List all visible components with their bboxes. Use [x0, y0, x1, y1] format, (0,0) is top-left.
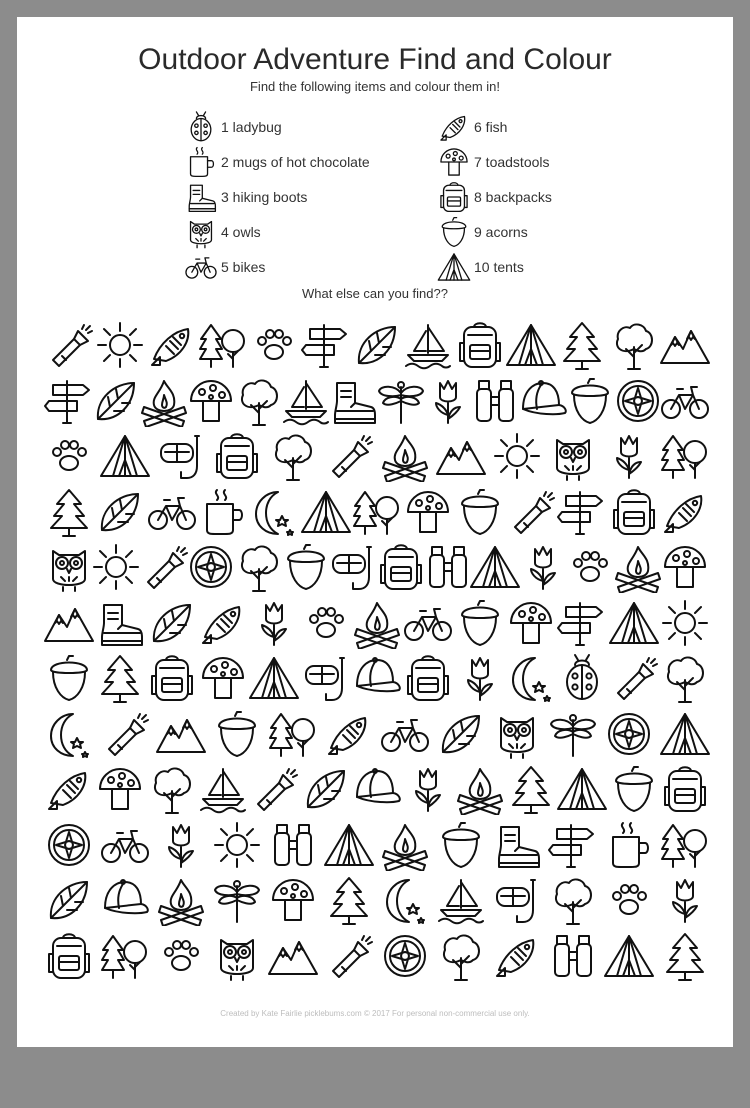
backpack-icon — [454, 319, 506, 371]
pine-icon — [556, 319, 608, 371]
pine-icon — [94, 652, 146, 704]
tent-icon — [323, 819, 375, 871]
tent-icon — [248, 652, 300, 704]
binoculars-icon — [547, 930, 599, 982]
flashlight-icon — [505, 486, 557, 538]
tree-icon — [233, 541, 285, 593]
leaf-icon — [351, 319, 403, 371]
flashlight-icon — [248, 763, 300, 815]
cap-icon — [99, 874, 151, 926]
tent-icon — [505, 319, 557, 371]
pine-icon — [505, 763, 557, 815]
leaf-icon — [300, 763, 352, 815]
tree-icon — [146, 763, 198, 815]
leaf-icon — [435, 708, 487, 760]
trees-icon — [351, 486, 403, 538]
campfire-icon — [612, 541, 664, 593]
find-item-label: 6 fish — [474, 118, 508, 135]
tree-icon — [435, 930, 487, 982]
campfire-icon — [155, 874, 207, 926]
backpack-icon — [146, 652, 198, 704]
find-item-label: 5 bikes — [221, 258, 266, 275]
find-item-label: 8 backpacks — [474, 188, 552, 205]
picture-grid — [17, 17, 733, 1047]
fish-icon — [43, 763, 95, 815]
paw-icon — [564, 541, 616, 593]
bike-icon — [379, 708, 431, 760]
tent-icon — [659, 708, 711, 760]
page-title: Outdoor Adventure Find and Colour — [138, 43, 612, 76]
mushroom-icon — [402, 486, 454, 538]
tree-icon — [547, 874, 599, 926]
mountains-icon — [267, 930, 319, 982]
flashlight-icon — [323, 430, 375, 482]
tulip-icon — [659, 874, 711, 926]
backpack-icon — [375, 541, 427, 593]
mushroom-icon — [659, 541, 711, 593]
backpack-icon — [43, 930, 95, 982]
bike-icon — [146, 486, 198, 538]
mountains-icon — [155, 708, 207, 760]
signpost-icon — [547, 819, 599, 871]
find-item-label: 9 acorns — [474, 223, 528, 240]
compass-icon — [379, 930, 431, 982]
paw-icon — [248, 319, 300, 371]
flashlight-icon — [138, 541, 190, 593]
tulip-icon — [248, 597, 300, 649]
compass-icon — [603, 708, 655, 760]
sun-icon — [659, 597, 711, 649]
boot-icon — [94, 597, 146, 649]
backpack-icon — [402, 652, 454, 704]
campfire-icon — [138, 375, 190, 427]
cap-icon — [351, 763, 403, 815]
find-item-label: 10 tents — [474, 258, 524, 275]
sailboat-icon — [435, 874, 487, 926]
backpack-icon — [211, 430, 263, 482]
acorn-icon — [43, 652, 95, 704]
ladybug-icon — [556, 652, 608, 704]
boot-icon — [491, 819, 543, 871]
moon-icon — [505, 652, 557, 704]
find-item-label: 1 ladybug — [221, 118, 282, 135]
trees-icon — [99, 930, 151, 982]
backpack-icon — [608, 486, 660, 538]
fish-icon — [659, 486, 711, 538]
tulip-icon — [402, 763, 454, 815]
leaf-icon — [94, 486, 146, 538]
owl-icon — [43, 541, 95, 593]
worksheet-page — [17, 17, 733, 1047]
acorn-icon — [454, 597, 506, 649]
bike-icon — [659, 375, 711, 427]
find-item-label: 3 hiking boots — [221, 188, 308, 205]
signpost-icon — [556, 597, 608, 649]
sun-icon — [491, 430, 543, 482]
acorn-icon — [435, 819, 487, 871]
flashlight-icon — [323, 930, 375, 982]
tent-icon — [608, 597, 660, 649]
tree-icon — [608, 319, 660, 371]
acorn-icon — [454, 486, 506, 538]
tent-icon — [99, 430, 151, 482]
signpost-icon — [556, 486, 608, 538]
find-item-label: 7 toadstools — [474, 153, 550, 170]
pine-icon — [43, 486, 95, 538]
trees-icon — [659, 819, 711, 871]
sailboat-icon — [197, 763, 249, 815]
sun-icon — [90, 541, 142, 593]
compass-icon — [612, 375, 664, 427]
snorkel-icon — [327, 541, 379, 593]
fish-icon — [491, 930, 543, 982]
snorkel-icon — [155, 430, 207, 482]
flashlight-icon — [99, 708, 151, 760]
binoculars-icon — [422, 541, 474, 593]
fish-icon — [197, 597, 249, 649]
moon-icon — [248, 486, 300, 538]
tree-icon — [233, 375, 285, 427]
tent-icon — [556, 763, 608, 815]
paw-icon — [603, 874, 655, 926]
paw-icon — [43, 430, 95, 482]
find-more-prompt: What else can you find?? — [302, 286, 448, 301]
tent-icon — [603, 930, 655, 982]
fish-icon — [323, 708, 375, 760]
tulip-icon — [422, 375, 474, 427]
compass-icon — [43, 819, 95, 871]
acorn-icon — [280, 541, 332, 593]
moon-icon — [43, 708, 95, 760]
mushroom-icon — [94, 763, 146, 815]
owl-icon — [547, 430, 599, 482]
acorn-icon — [608, 763, 660, 815]
campfire-icon — [351, 597, 403, 649]
tulip-icon — [517, 541, 569, 593]
binoculars-icon — [267, 819, 319, 871]
campfire-icon — [379, 819, 431, 871]
find-item-label: 4 owls — [221, 223, 261, 240]
acorn-icon — [564, 375, 616, 427]
mountains-icon — [435, 430, 487, 482]
owl-icon — [491, 708, 543, 760]
mushroom-icon — [505, 597, 557, 649]
flashlight-icon — [43, 319, 95, 371]
bike-icon — [402, 597, 454, 649]
mushroom-icon — [197, 652, 249, 704]
snorkel-icon — [300, 652, 352, 704]
tulip-icon — [155, 819, 207, 871]
paw-icon — [300, 597, 352, 649]
binoculars-icon — [469, 375, 521, 427]
acorn-icon — [211, 708, 263, 760]
campfire-icon — [379, 430, 431, 482]
snorkel-icon — [491, 874, 543, 926]
pine-icon — [323, 874, 375, 926]
signpost-icon — [43, 375, 95, 427]
mug-icon — [197, 486, 249, 538]
page-subtitle: Find the following items and colour them in! — [249, 79, 500, 94]
mug-icon — [603, 819, 655, 871]
paw-icon — [155, 930, 207, 982]
pine-icon — [659, 930, 711, 982]
tulip-icon — [454, 652, 506, 704]
signpost-icon — [300, 319, 352, 371]
moon-icon — [379, 874, 431, 926]
trees-icon — [659, 430, 711, 482]
mountains-icon — [43, 597, 95, 649]
mountains-icon — [659, 319, 711, 371]
tent-icon — [469, 541, 521, 593]
tent-icon — [300, 486, 352, 538]
leaf-icon — [90, 375, 142, 427]
tulip-icon — [603, 430, 655, 482]
sun-icon — [211, 819, 263, 871]
bike-icon — [99, 819, 151, 871]
trees-icon — [267, 708, 319, 760]
find-item-label: 2 mugs of hot chocolate — [221, 153, 370, 170]
mushroom-icon — [267, 874, 319, 926]
flashlight-icon — [608, 652, 660, 704]
sailboat-icon — [280, 375, 332, 427]
leaf-icon — [43, 874, 95, 926]
backpack-icon — [659, 763, 711, 815]
compass-icon — [185, 541, 237, 593]
dragonfly-icon — [211, 874, 263, 926]
mushroom-icon — [185, 375, 237, 427]
trees-icon — [197, 319, 249, 371]
campfire-icon — [454, 763, 506, 815]
fish-icon — [146, 319, 198, 371]
owl-icon — [211, 930, 263, 982]
cap-icon — [351, 652, 403, 704]
tree-icon — [267, 430, 319, 482]
dragonfly-icon — [375, 375, 427, 427]
boot-icon — [327, 375, 379, 427]
leaf-icon — [146, 597, 198, 649]
copyright-credit: Created by Kate Fairlie picklebums.com © 2017 For personal non-commercial use only. — [220, 1009, 530, 1018]
sun-icon — [94, 319, 146, 371]
tree-icon — [659, 652, 711, 704]
dragonfly-icon — [547, 708, 599, 760]
cap-icon — [517, 375, 569, 427]
sailboat-icon — [402, 319, 454, 371]
